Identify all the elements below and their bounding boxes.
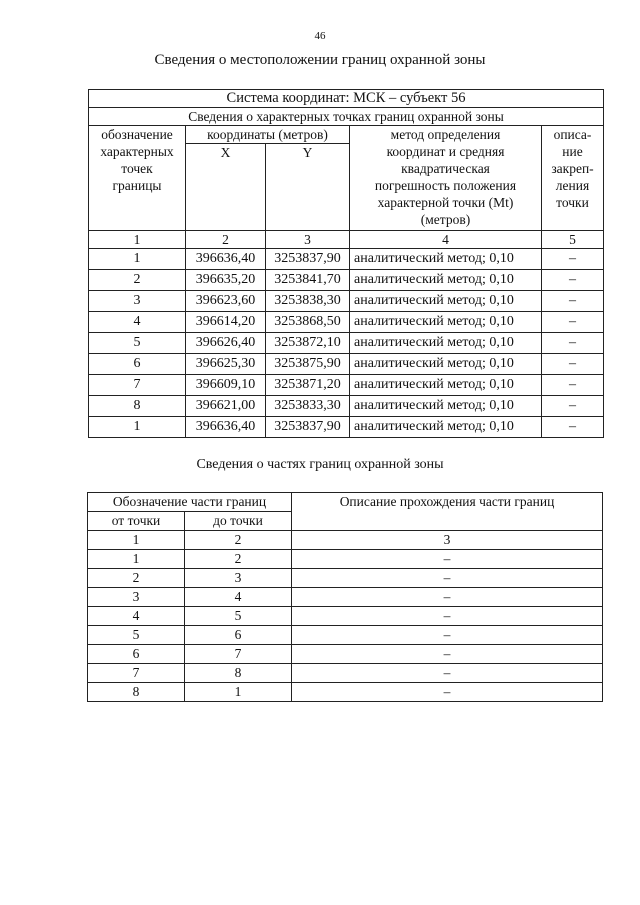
x-coordinate-cell: 396626,40 bbox=[186, 333, 266, 354]
method-cell: аналитический метод; 0,10 bbox=[350, 270, 542, 291]
to-point-cell: 4 bbox=[185, 588, 292, 607]
column-number: 5 bbox=[542, 231, 604, 249]
point-number-cell: 7 bbox=[89, 375, 186, 396]
column-number: 2 bbox=[185, 531, 292, 550]
header-part-designation: Обозначение части границ bbox=[88, 493, 292, 512]
description-cell: – bbox=[292, 683, 603, 702]
x-coordinate-cell: 396623,60 bbox=[186, 291, 266, 312]
table-row bbox=[89, 249, 604, 270]
column-number: 3 bbox=[266, 231, 350, 249]
y-coordinate-cell: 3253871,20 bbox=[266, 375, 350, 396]
point-number-cell: 1 bbox=[89, 249, 186, 270]
description-cell: – bbox=[292, 607, 603, 626]
from-point-cell: 8 bbox=[88, 683, 185, 702]
from-point-cell: 7 bbox=[88, 664, 185, 683]
description-cell: – bbox=[292, 626, 603, 645]
header-from-point: от точки bbox=[88, 512, 185, 531]
from-point-cell: 6 bbox=[88, 645, 185, 664]
table-row bbox=[88, 626, 603, 645]
table-row bbox=[88, 607, 603, 626]
fixing-cell: – bbox=[542, 333, 604, 354]
to-point-cell: 3 bbox=[185, 569, 292, 588]
to-point-cell: 7 bbox=[185, 645, 292, 664]
y-coordinate-cell: 3253837,90 bbox=[266, 249, 350, 270]
to-point-cell: 2 bbox=[185, 550, 292, 569]
table-row bbox=[88, 588, 603, 607]
y-coordinate-cell: 3253838,30 bbox=[266, 291, 350, 312]
location-title: Сведения о местоположении границ охранной зоны bbox=[154, 52, 486, 68]
table-row bbox=[89, 312, 604, 333]
column-number: 3 bbox=[292, 531, 603, 550]
fixing-cell: – bbox=[542, 270, 604, 291]
x-coordinate-cell: 396609,10 bbox=[186, 375, 266, 396]
table-row bbox=[89, 291, 604, 312]
point-number-cell: 1 bbox=[89, 417, 186, 438]
header-point-designation: обозначение характерных точек границы bbox=[89, 126, 186, 231]
header-to-point: до точки bbox=[185, 512, 292, 531]
to-point-cell: 1 bbox=[185, 683, 292, 702]
description-cell: – bbox=[292, 550, 603, 569]
table-row bbox=[88, 569, 603, 588]
method-cell: аналитический метод; 0,10 bbox=[350, 375, 542, 396]
x-coordinate-cell: 396621,00 bbox=[186, 396, 266, 417]
y-coordinate-cell: 3253872,10 bbox=[266, 333, 350, 354]
x-coordinate-cell: 396614,20 bbox=[186, 312, 266, 333]
fixing-cell: – bbox=[542, 396, 604, 417]
point-number-cell: 2 bbox=[89, 270, 186, 291]
header-part-description: Описание прохождения части границ bbox=[292, 493, 603, 531]
page-number: 46 bbox=[314, 30, 326, 42]
header-x: X bbox=[186, 144, 266, 231]
table-row bbox=[89, 354, 604, 375]
method-cell: аналитический метод; 0,10 bbox=[350, 396, 542, 417]
x-coordinate-cell: 396635,20 bbox=[186, 270, 266, 291]
x-coordinate-cell: 396636,40 bbox=[186, 249, 266, 270]
from-point-cell: 1 bbox=[88, 550, 185, 569]
method-cell: аналитический метод; 0,10 bbox=[350, 249, 542, 270]
table-row bbox=[88, 645, 603, 664]
method-cell: аналитический метод; 0,10 bbox=[350, 417, 542, 438]
point-number-cell: 5 bbox=[89, 333, 186, 354]
header-method: метод определения координат и средняя квадратическая погрешность положения характерной точки (Mt) (метров) bbox=[350, 126, 542, 231]
fixing-cell: – bbox=[542, 249, 604, 270]
column-number: 4 bbox=[350, 231, 542, 249]
from-point-cell: 5 bbox=[88, 626, 185, 645]
to-point-cell: 5 bbox=[185, 607, 292, 626]
description-cell: – bbox=[292, 569, 603, 588]
column-number: 2 bbox=[186, 231, 266, 249]
table-row bbox=[89, 375, 604, 396]
fixing-cell: – bbox=[542, 375, 604, 396]
from-point-cell: 3 bbox=[88, 588, 185, 607]
table-row bbox=[89, 270, 604, 291]
description-cell: – bbox=[292, 664, 603, 683]
method-cell: аналитический метод; 0,10 bbox=[350, 291, 542, 312]
table-row bbox=[89, 417, 604, 438]
point-number-cell: 4 bbox=[89, 312, 186, 333]
coordinate-system: Система координат: МСК – субъект 56 bbox=[89, 90, 604, 108]
from-point-cell: 2 bbox=[88, 569, 185, 588]
method-cell: аналитический метод; 0,10 bbox=[350, 333, 542, 354]
header-coordinates: координаты (метров) bbox=[186, 126, 350, 144]
y-coordinate-cell: 3253837,90 bbox=[266, 417, 350, 438]
fixing-cell: – bbox=[542, 354, 604, 375]
table-subtitle: Сведения о характерных точках границ охранной зоны bbox=[89, 108, 604, 126]
x-coordinate-cell: 396625,30 bbox=[186, 354, 266, 375]
table-row bbox=[89, 396, 604, 417]
coordinates-table bbox=[88, 89, 604, 438]
description-cell: – bbox=[292, 588, 603, 607]
fixing-cell: – bbox=[542, 312, 604, 333]
description-cell: – bbox=[292, 645, 603, 664]
from-point-cell: 4 bbox=[88, 607, 185, 626]
column-number: 1 bbox=[88, 531, 185, 550]
y-coordinate-cell: 3253833,30 bbox=[266, 396, 350, 417]
point-number-cell: 8 bbox=[89, 396, 186, 417]
fixing-cell: – bbox=[542, 291, 604, 312]
to-point-cell: 6 bbox=[185, 626, 292, 645]
x-coordinate-cell: 396636,40 bbox=[186, 417, 266, 438]
y-coordinate-cell: 3253868,50 bbox=[266, 312, 350, 333]
header-y: Y bbox=[266, 144, 350, 231]
parts-title: Сведения о частях границ охранной зоны bbox=[196, 457, 444, 472]
y-coordinate-cell: 3253875,90 bbox=[266, 354, 350, 375]
point-number-cell: 3 bbox=[89, 291, 186, 312]
method-cell: аналитический метод; 0,10 bbox=[350, 312, 542, 333]
table-row bbox=[88, 664, 603, 683]
method-cell: аналитический метод; 0,10 bbox=[350, 354, 542, 375]
table-row bbox=[88, 550, 603, 569]
table-row bbox=[89, 333, 604, 354]
point-number-cell: 6 bbox=[89, 354, 186, 375]
boundary-parts-table bbox=[87, 492, 603, 702]
y-coordinate-cell: 3253841,70 bbox=[266, 270, 350, 291]
table-row bbox=[88, 683, 603, 702]
header-fixing: описа- ние закреп- ления точки bbox=[542, 126, 604, 231]
column-number: 1 bbox=[89, 231, 186, 249]
fixing-cell: – bbox=[542, 417, 604, 438]
to-point-cell: 8 bbox=[185, 664, 292, 683]
